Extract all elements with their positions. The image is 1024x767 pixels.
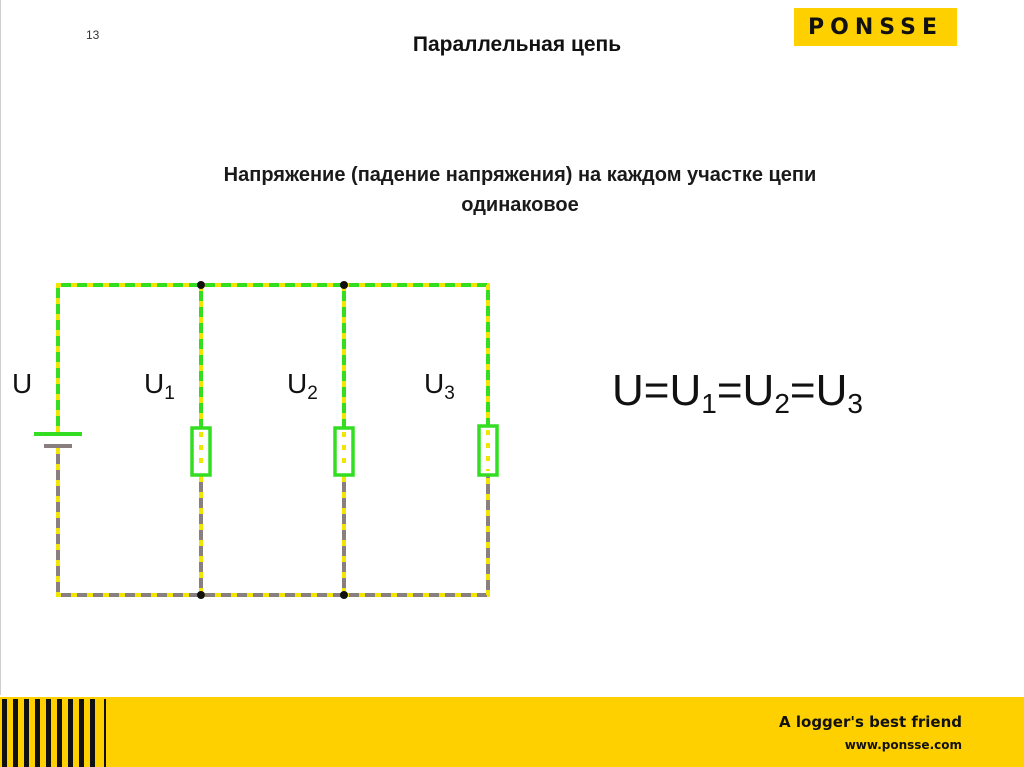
junction-dot <box>197 281 205 289</box>
junction-dot <box>340 591 348 599</box>
subtitle-line-1: Напряжение (падение напряжения) на каждом участке цепи <box>223 164 817 186</box>
resistor-3 <box>479 426 497 475</box>
voltage-equality-formula: $U=U_1=U_2=U_3$ <box>612 366 863 419</box>
negative-wires <box>58 448 488 595</box>
slide-subtitle <box>120 160 920 220</box>
positive-wires <box>58 285 488 432</box>
ponsse-logo: PONSSE <box>794 8 957 46</box>
battery-symbol <box>34 434 82 446</box>
positive-wire-base <box>58 285 488 432</box>
junction-dot <box>197 591 205 599</box>
junction-dots <box>197 281 348 599</box>
positive-wire-dashes <box>58 285 488 432</box>
label-u2: $U_2$ <box>287 368 318 404</box>
footer-website: www.ponsse.com <box>844 738 962 752</box>
footer-bar <box>0 697 1024 767</box>
slide-title: Параллельная цепь <box>412 33 622 56</box>
label-u3: $U_3$ <box>424 368 455 404</box>
negative-wire-base <box>58 448 488 595</box>
footer-tagline: A logger's best friend <box>779 713 962 731</box>
page-number: 13 <box>86 28 100 42</box>
label-u-source: U <box>12 368 33 399</box>
negative-wire-dashes <box>58 448 488 595</box>
label-u1: $U_1$ <box>144 368 175 404</box>
junction-dot <box>340 281 348 289</box>
resistor-1 <box>192 428 210 475</box>
parallel-circuit-diagram <box>0 260 560 620</box>
footer-stripes-graphic <box>0 697 120 767</box>
subtitle-line-2: одинаковое <box>461 194 579 216</box>
resistor-2 <box>335 428 353 475</box>
